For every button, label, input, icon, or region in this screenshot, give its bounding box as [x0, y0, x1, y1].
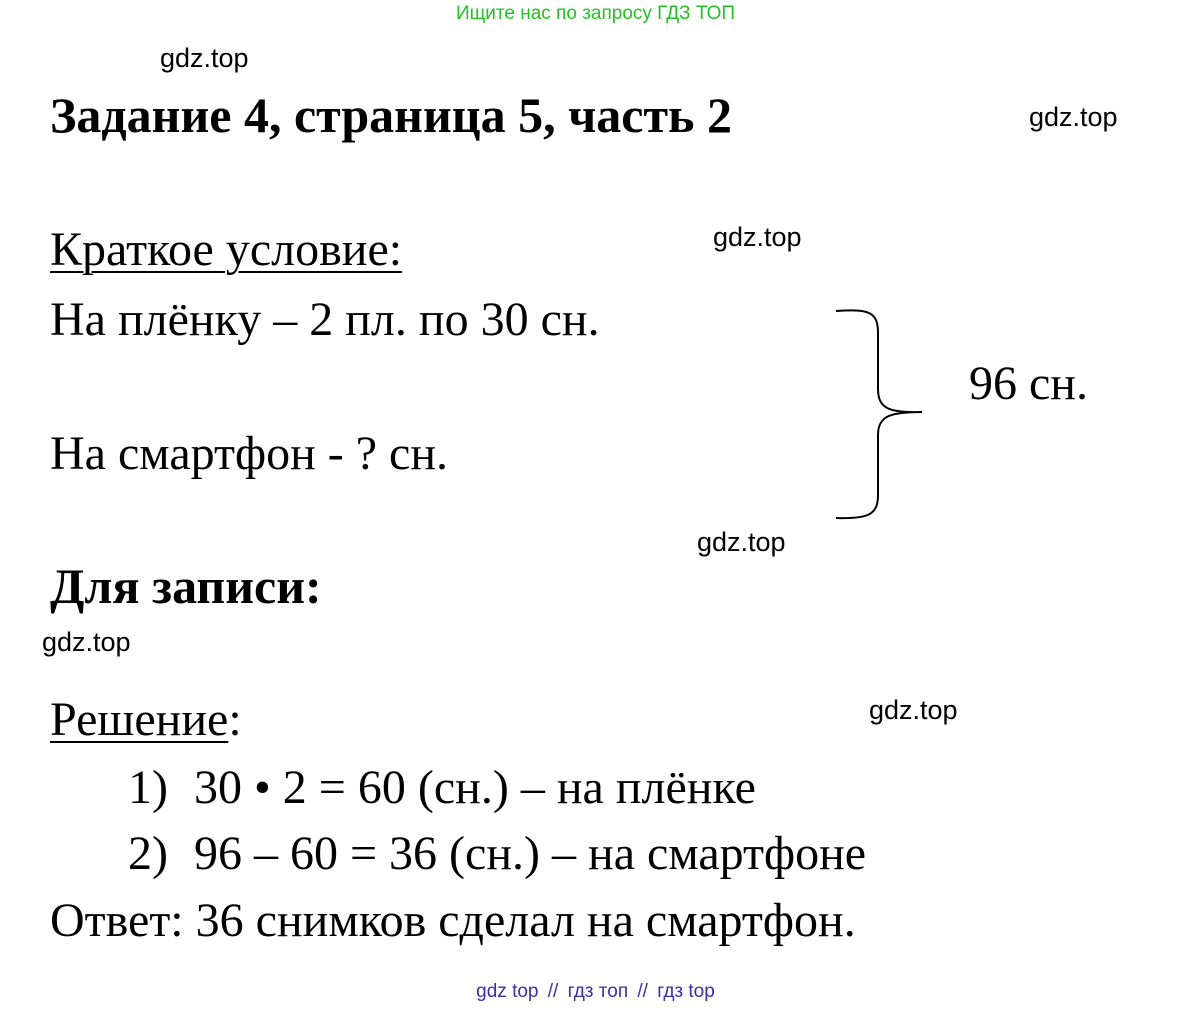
footer-links [0, 981, 1191, 1003]
step-number: 1) [128, 761, 168, 814]
condition-line-film: На плёнку – 2 пл. по 30 сн. [50, 293, 600, 346]
footer-link[interactable]: гдз топ [567, 981, 629, 1002]
step-text: 30 • 2 = 60 (сн.) – на плёнке [193, 761, 756, 814]
watermark: gdz.top [1029, 102, 1118, 132]
condition-line-smartphone: На смартфон - ? сн. [50, 427, 449, 480]
page-title: Задание 4, страница 5, часть 2 [50, 87, 732, 143]
watermark: gdz.top [697, 527, 786, 557]
solution-heading-row [50, 692, 242, 747]
watermark: gdz.top [160, 43, 249, 73]
watermark: gdz.top [42, 627, 131, 657]
footer-separator: // [547, 981, 559, 1002]
footer-separator: // [637, 981, 648, 1002]
step-number: 2) [128, 827, 168, 880]
solution-heading: Решение [50, 693, 229, 746]
watermark: gdz.top [713, 222, 802, 252]
top-banner: Ищите нас по запросу ГДЗ ТОП [455, 3, 736, 24]
curly-brace-icon [830, 305, 940, 525]
condition-heading: Краткое условие: [50, 223, 403, 276]
solution-step [128, 760, 756, 815]
solution-step [128, 826, 866, 881]
footer-link[interactable]: гдз top [657, 981, 715, 1002]
answer-line: Ответ: 36 снимков сделал на смартфон. [50, 894, 856, 947]
record-heading: Для записи: [50, 558, 322, 614]
solution-colon: : [228, 693, 242, 746]
step-text: 96 – 60 = 36 (сн.) – на смартфоне [193, 827, 867, 880]
condition-total: 96 сн. [969, 357, 1088, 410]
footer-link[interactable]: gdz top [476, 981, 539, 1002]
watermark: gdz.top [869, 695, 958, 725]
